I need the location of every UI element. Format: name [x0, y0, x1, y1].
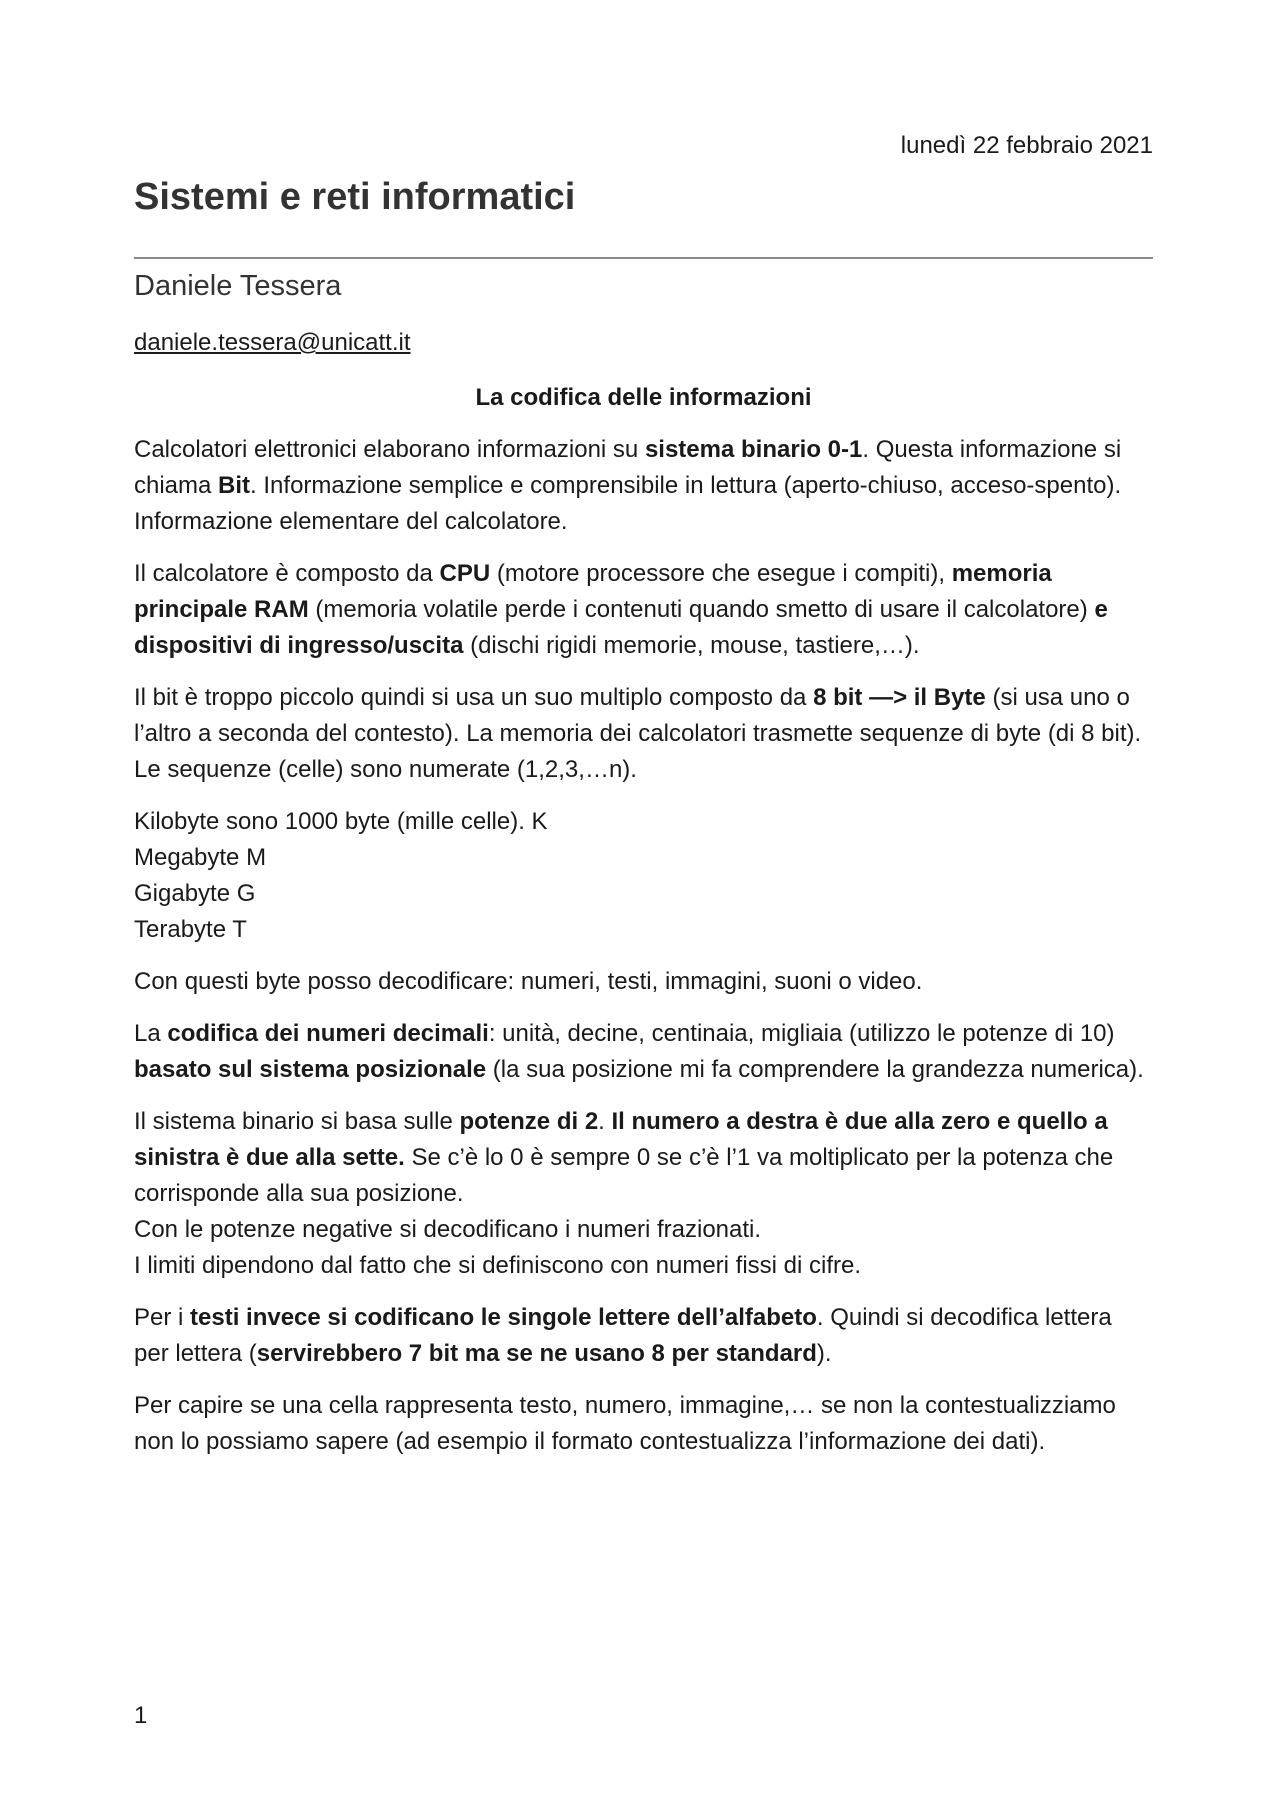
unit-line: Gigabyte G	[134, 880, 256, 907]
title-divider	[134, 257, 1153, 259]
page-number: 1	[134, 1702, 148, 1729]
document-body	[134, 380, 1153, 1476]
author-name: Daniele Tessera	[134, 270, 342, 302]
author-email-link[interactable]: daniele.tessera@unicatt.it	[134, 329, 411, 356]
paragraph-decode: Con questi byte posso decodificare: numeri, testi, immagini, suoni o video.	[134, 968, 923, 995]
paragraph-computer-components: Il calcolatore è composto da CPU (motore processore che esegue i compiti), memoria principale RAM (memoria volatile perde i contenuti quando smetto di usare il calcolatore) e dispositivi di ingresso/uscita (dischi rigidi memorie, mouse, tastiere,…).	[134, 560, 1108, 659]
paragraph-text-coding: Per i testi invece si codificano le singole lettere dell’alfabeto. Quindi si decodifica lettera per lettera (servirebbero 7 bit ma se ne usano 8 per standard).	[134, 1304, 1112, 1367]
section-title: La codifica delle informazioni	[475, 384, 812, 411]
document-date: lunedì 22 febbraio 2021	[900, 132, 1153, 159]
paragraph-byte: Il bit è troppo piccolo quindi si usa un suo multiplo composto da 8 bit —> il Byte (si usa uno o l’altro a seconda del contesto). La memoria dei calcolatori trasmette sequenze di byte (di 8 bit). Le sequenze (celle) sono numerate (1,2,3,…n).	[134, 684, 1142, 783]
paragraph-context: Per capire se una cella rappresenta testo, numero, immagine,… se non la contestualizziamo non lo possiamo sapere (ad esempio il formato contestualizza l’informazione dei dati).	[134, 1392, 1116, 1455]
paragraph-binary-powers: Il sistema binario si basa sulle potenze di 2. Il numero a destra è due alla zero e quello a sinistra è due alla sette. Se c’è lo 0 è sempre 0 se c’è l’1 va moltiplicato per la potenza che corrisponde alla sua posizione. Con le potenze negative si decodificano i numeri frazionati. I limiti dipendono dal fatto che si definiscono con numeri fissi di cifre.	[134, 1108, 1114, 1279]
paragraph-binary-system: Calcolatori elettronici elaborano informazioni su sistema binario 0-1. Questa informazione si chiama Bit. Informazione semplice e comprensibile in lettura (aperto-chiuso, acceso-spento). Informazione elementare del calcolatore.	[134, 436, 1122, 535]
document-page	[134, 0, 1153, 1811]
unit-line: Kilobyte sono 1000 byte (mille celle). K	[134, 808, 548, 835]
unit-line: Terabyte T	[134, 916, 247, 943]
document-title: Sistemi e reti informatici	[134, 176, 576, 218]
paragraph-decimal-coding: La codifica dei numeri decimali: unità, decine, centinaia, migliaia (utilizzo le potenze di 10) basato sul sistema posizionale (la sua posizione mi fa comprendere la grandezza numerica).	[134, 1020, 1144, 1083]
unit-line: Megabyte M	[134, 844, 267, 871]
paragraph-units	[134, 804, 1153, 948]
